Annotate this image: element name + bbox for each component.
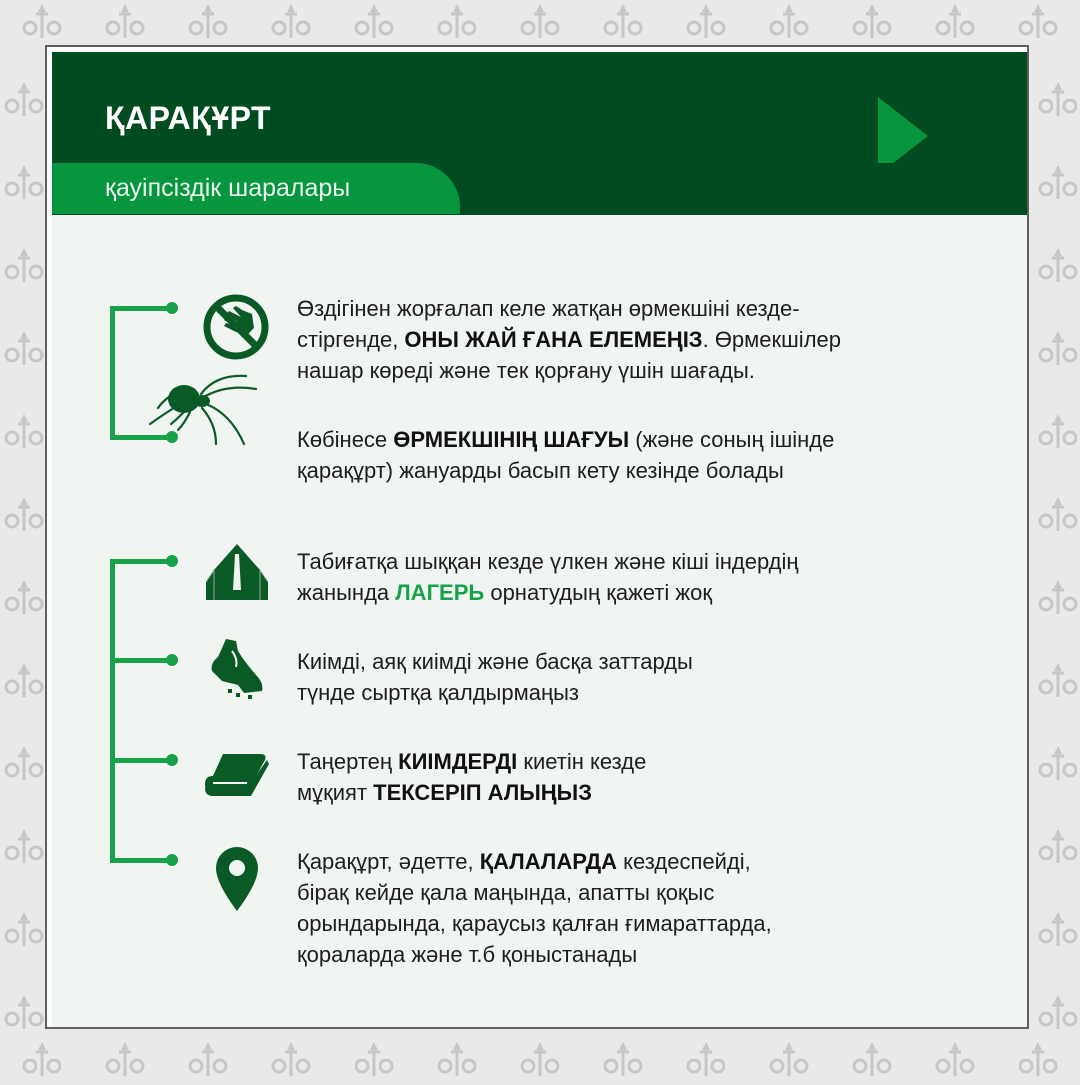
tip-clothes-outside: Киімді, аяқ киімді және басқа заттарды түнде сыртқа қалдырмаңыз xyxy=(297,649,693,705)
page-subtitle: қауіпсіздік шаралары xyxy=(105,174,351,202)
tip-ignore-spider: Өздігінен жорғалап келе жатқан өрмекшіні кезде- стіргенде, ОНЫ ЖАЙ ҒАНА ЕЛЕМЕҢІЗ. Өрмекшілер нашар көреді және тек қорғану үшін шағады. xyxy=(297,296,841,383)
tip-check-clothes: Таңертең КИІМДЕРДІ киетін кезде мұқият ТЕКСЕРІП АЛЫҢЫЗ xyxy=(297,749,647,805)
no-touch-hand-icon xyxy=(202,293,270,361)
tip-habitat: Қарақұрт, әдетте, ҚАЛАЛАРДА кездеспейді, бірақ кейде қала маңында, апатты қоқыс орындарында, қараусыз қалған ғимараттарда, қораларда және т.б қоныстанады xyxy=(297,849,772,967)
tip-spider-bite: Көбінесе ӨРМЕКШІНІҢ ШАҒУЫ (және соның ішінде қарақұрт) жануарды басып кету кезінде болады xyxy=(297,427,835,483)
boot-icon xyxy=(208,637,266,699)
spider-icon xyxy=(146,364,266,449)
location-pin-icon xyxy=(214,845,260,913)
tent-icon xyxy=(202,542,272,602)
page-title: ҚАРАҚҰРТ xyxy=(105,100,272,136)
info-card xyxy=(52,52,1027,1027)
folded-clothes-icon xyxy=(203,752,271,802)
tip-camp: Табиғатқа шыққан кезде үлкен және кіші індердің жанында ЛАГЕРЬ орнатудың қажеті жоқ xyxy=(297,549,799,605)
subtitle-pill xyxy=(52,163,460,214)
